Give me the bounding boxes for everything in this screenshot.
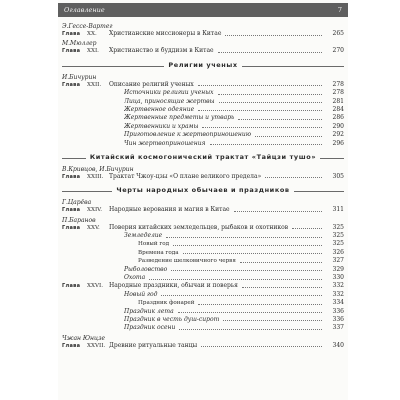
entry-title-text: Праздник осени: [124, 324, 176, 332]
section-heading-wrap: [62, 61, 344, 69]
entry-page-number: 329: [332, 265, 344, 273]
entry-title: [109, 47, 322, 55]
entry-title: [124, 89, 322, 97]
toc-entry: [62, 266, 344, 274]
table-of-contents: [62, 20, 344, 350]
entry-title-text: Жертвенные предметы и утварь: [124, 114, 235, 122]
chapter-number: XXIII.: [87, 173, 104, 180]
toc-entry: [62, 173, 344, 181]
entry-page-number: 281: [332, 97, 344, 105]
toc-entry: [62, 224, 344, 232]
section-heading: Черты народных обычаев и праздников: [112, 186, 293, 194]
toc-entry: [62, 114, 344, 122]
toc-entry: [62, 106, 344, 114]
entry-title: [124, 232, 322, 240]
entry-page-number: 336: [332, 307, 344, 315]
entry-page-number: 290: [332, 122, 344, 130]
author-name: В.Кривцов, И.Бичурин: [62, 165, 134, 173]
entry-title: [124, 140, 322, 148]
chapter-label: Глава: [62, 48, 81, 55]
entry-title: [109, 206, 322, 214]
entry-title: [124, 308, 322, 316]
toc-entry: [62, 282, 344, 290]
toc-entry: [62, 131, 344, 139]
toc-section: [62, 23, 344, 56]
entry-title-text: Народные праздники, обычаи и поверья: [109, 282, 238, 290]
toc-entry: [62, 324, 344, 332]
entry-page-number: 334: [332, 299, 344, 307]
toc-entry: [62, 232, 344, 240]
toc-entry: [62, 308, 344, 316]
chapter-number: XXVII.: [87, 342, 106, 349]
entry-title-text: Новый год: [138, 241, 170, 248]
author-name: Г.Царёва: [62, 199, 92, 207]
chapter-number: XX.: [87, 31, 97, 37]
entry-title: [124, 324, 322, 332]
section-heading: Религии ученых: [164, 61, 241, 69]
entry-title: [124, 98, 322, 106]
chapter-label: Глава: [62, 283, 81, 290]
chapter-number: XXVI.: [87, 283, 103, 290]
entry-title-text: Трактат Чжоу-цзы «О плане великого предела»: [109, 172, 262, 180]
entry-page-number: 337: [332, 324, 344, 332]
toc-entry: [62, 206, 344, 214]
entry-title-text: Поверия китайских земледельцев, рыбаков и охотников: [109, 223, 289, 231]
chapter-label: Глава: [62, 173, 81, 180]
book-page: [58, 0, 348, 400]
entry-title: [138, 299, 322, 307]
entry-title-text: Жертвенники и храмы: [124, 122, 199, 130]
entry-title: [109, 224, 322, 232]
entry-page-number: 330: [332, 274, 344, 282]
entry-page-number: 336: [332, 315, 344, 323]
entry-title-text: Описание религий ученых: [109, 80, 194, 88]
section-banner: [62, 61, 344, 71]
entry-page-number: 296: [332, 139, 344, 147]
entry-title: [138, 257, 322, 265]
toc-entry: [62, 98, 344, 106]
toc-section: [62, 153, 344, 181]
entry-page-number: 292: [332, 131, 344, 139]
entry-page-number: 325: [332, 240, 344, 248]
toc-section: [62, 61, 344, 148]
entry-title-text: Праздник фонарей: [138, 300, 195, 307]
chapter-number: XXII.: [87, 81, 102, 88]
entry-page-number: 284: [332, 105, 344, 113]
entry-title-text: Новый год: [124, 290, 158, 298]
toc-entry: [62, 140, 344, 148]
entry-page-number: 278: [332, 80, 344, 88]
entry-title: [109, 342, 322, 350]
entry-title-text: Рыболовство: [124, 265, 168, 273]
entry-title: [124, 123, 322, 131]
entry-page-number: 332: [332, 282, 344, 290]
author-name: Э.Гессе-Вартег: [62, 23, 113, 30]
toc-entry: [62, 30, 344, 38]
entry-title-text: Разведение шелковичного червя: [138, 258, 236, 265]
entry-page-number: 340: [332, 341, 344, 349]
entry-title: [109, 173, 322, 181]
chapter-label: Глава: [62, 81, 81, 88]
entry-page-number: 325: [332, 232, 344, 240]
entry-title: [138, 240, 322, 248]
entry-title: [124, 114, 322, 122]
running-head-title: Оглавление: [64, 6, 105, 14]
entry-title-text: Древние ритуальные танцы: [109, 341, 198, 349]
entry-page-number: 327: [332, 257, 344, 265]
entry-title-text: Земледелие: [124, 232, 163, 240]
entry-title: [109, 30, 322, 38]
entry-page-number: 305: [332, 172, 344, 180]
toc-entry: [62, 316, 344, 324]
entry-title-text: Чин жертвоприношения: [124, 139, 206, 147]
section-heading-wrap: [62, 186, 344, 194]
entry-title: [124, 291, 322, 299]
entry-page-number: 270: [332, 47, 344, 55]
author-name: И.Бичурин: [62, 73, 97, 81]
entry-title: [109, 282, 322, 290]
toc-entry: [62, 123, 344, 131]
section-heading-wrap: [62, 153, 344, 161]
entry-page-number: 326: [332, 248, 344, 256]
toc-entry: [62, 47, 344, 55]
author-name: П.Баранов: [62, 216, 96, 224]
toc-entry: [62, 342, 344, 350]
entry-title-text: Источники религии ученых: [124, 89, 214, 97]
toc-entry: [62, 257, 344, 265]
entry-page-number: 286: [332, 114, 344, 122]
entry-page-number: 325: [332, 223, 344, 231]
section-heading: Китайский космогонический трактат «Тайцзи тушо»: [86, 153, 320, 161]
entry-title: [124, 131, 322, 139]
entry-title-text: Христианство и буддизм в Китае: [109, 47, 214, 55]
entry-page-number: 311: [332, 206, 344, 214]
entry-title-text: Народные верования и магия в Китае: [109, 206, 230, 214]
entry-title: [124, 106, 322, 114]
page-number: 7: [337, 6, 342, 14]
entry-title-text: Времена года: [138, 249, 179, 256]
author-name: Чжан Юнцзе: [62, 334, 106, 342]
entry-title: [124, 316, 322, 324]
section-banner: [62, 186, 344, 196]
section-banner: [62, 153, 344, 163]
chapter-label: Глава: [62, 342, 81, 349]
toc-section: [62, 186, 344, 350]
entry-title: [109, 81, 322, 89]
toc-entry: [62, 274, 344, 282]
entry-page-number: 278: [332, 89, 344, 97]
entry-page-number: 332: [332, 290, 344, 298]
toc-entry: [62, 299, 344, 307]
chapter-label: Глава: [62, 31, 81, 37]
entry-title-text: Лица, приносящие жертвы: [124, 97, 215, 105]
toc-entry: [62, 89, 344, 97]
running-head: [58, 3, 348, 17]
toc-entry: [62, 81, 344, 89]
entry-title-text: Жертвенное одеяние: [124, 105, 195, 113]
chapter-label: Глава: [62, 224, 81, 231]
entry-title: [138, 249, 322, 257]
toc-entry: [62, 240, 344, 248]
entry-title-text: Охота: [124, 274, 146, 282]
entry-title-text: Праздник в честь душ-сирот: [124, 315, 220, 323]
chapter-number: XXI.: [87, 48, 99, 55]
entry-title-text: Христианские миссионеры в Китае: [109, 30, 222, 37]
author-name: М.Мюллер: [62, 40, 97, 48]
entry-title-text: Праздник лета: [124, 307, 174, 315]
entry-page-number: 265: [332, 30, 344, 37]
chapter-number: XXIV.: [87, 207, 103, 214]
entry-title: [124, 274, 322, 282]
entry-title: [124, 266, 322, 274]
entry-title-text: Приготовление к жертвоприношению: [124, 131, 251, 139]
chapter-number: XXV.: [87, 224, 100, 231]
chapter-label: Глава: [62, 207, 81, 214]
toc-entry: [62, 291, 344, 299]
toc-entry: [62, 249, 344, 257]
